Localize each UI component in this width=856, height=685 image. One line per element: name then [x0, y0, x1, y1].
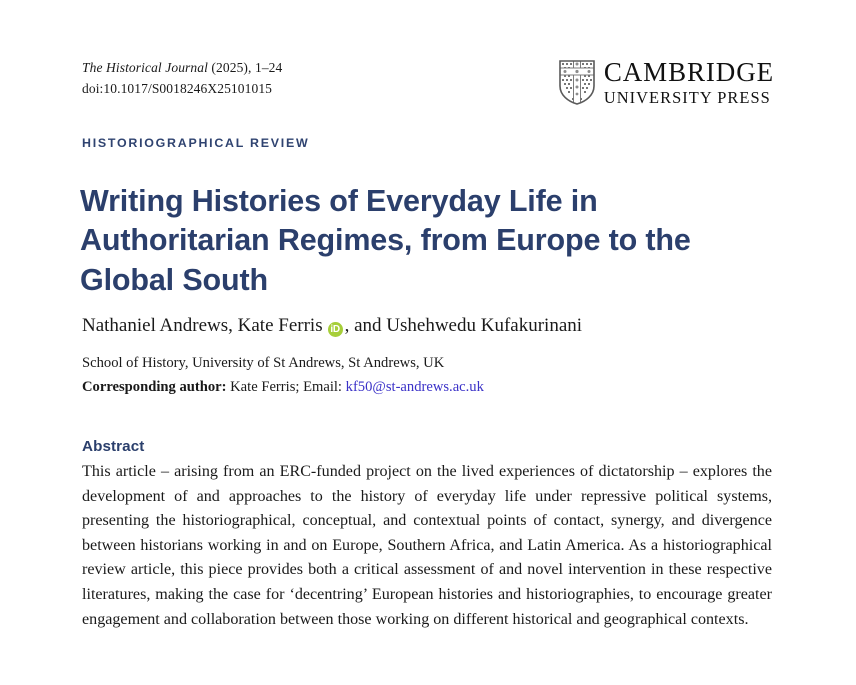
cambridge-wordmark	[604, 59, 774, 106]
article-type-label: HISTORIOGRAPHICAL REVIEW	[82, 136, 310, 150]
corresponding-author-email-link[interactable]: kf50@st-andrews.ac.uk	[345, 378, 484, 395]
author-names-second: , and Ushehwedu Kufakurinani	[344, 315, 583, 336]
orcid-id-icon[interactable]: iD	[328, 322, 343, 337]
corresponding-author-line	[82, 376, 484, 400]
journal-name: The Historical Journal	[82, 60, 208, 75]
cambridge-university-press-logo	[559, 59, 774, 106]
affiliation-line: School of History, University of St Andrews, St Andrews, UK	[82, 355, 445, 371]
journal-citation-line	[82, 58, 282, 79]
doi-line: doi:10.1017/S0018246X25101015	[82, 80, 273, 96]
publisher-name-line2: UNIVERSITY PRESS	[603, 88, 771, 107]
abstract-heading: Abstract	[82, 438, 145, 455]
corresponding-author-name: Kate Ferris; Email:	[226, 378, 346, 395]
author-list	[82, 314, 582, 339]
masthead	[82, 58, 774, 106]
journal-issue-pages: (2025), 1–24	[207, 60, 283, 75]
author-names-first: Nathaniel Andrews, Kate Ferris	[82, 315, 323, 336]
abstract-text: This article – arising from an ERC-funded project on the lived experiences of dictatorship – explores the development of and approaches to the history of everyday life under repressive political systems, presenting the historiographical, conceptual, and contextual points of contact, synergy, and divergence between historians working in and on Europe, Southern Africa, and Latin America. As a historiographical review article, this piece provides both a critical assessment of and novel intervention in these respective literatures, making the case for ‘decentring’ European histories and historiographies, to encourage greater engagement and collaboration between those working on different historical and geographical contexts.	[82, 463, 772, 628]
affiliation-block	[82, 352, 484, 399]
journal-metadata	[82, 58, 282, 100]
publisher-name-line1: CAMBRIDGE	[603, 57, 774, 87]
cambridge-crest-shield-icon	[559, 60, 595, 105]
page-title: Writing Histories of Everyday Life in Authoritarian Regimes, from Europe to the Global South	[80, 184, 691, 297]
corresponding-author-label: Corresponding author:	[82, 378, 227, 395]
